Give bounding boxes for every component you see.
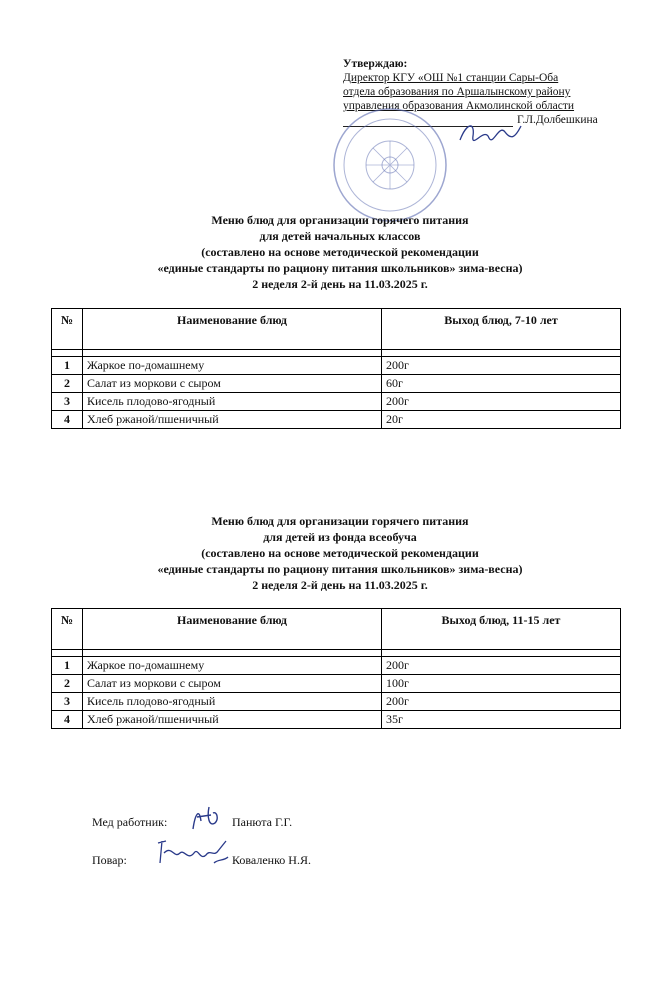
table-row: [52, 693, 621, 711]
menu2-table: [51, 608, 621, 729]
row-out: 35г: [382, 711, 621, 729]
table-row: [52, 675, 621, 693]
approval-title: Утверждаю:: [343, 58, 408, 70]
row-out: 200г: [382, 393, 621, 411]
menu1-heading-line-5: 2 неделя 2-й день на 11.03.2025 г.: [252, 277, 428, 291]
medic-signature-icon: [187, 803, 223, 835]
row-name: Кисель плодово-ягодный: [83, 693, 382, 711]
row-name: Салат из моркови с сыром: [83, 375, 382, 393]
row-name: Жаркое по-домашнему: [83, 657, 382, 675]
row-no: 2: [52, 375, 83, 393]
table-spacer-row: [52, 650, 621, 657]
row-name: Жаркое по-домашнему: [83, 357, 382, 375]
menu2-heading-line-3: (составлено на основе методической рекомендации: [201, 546, 479, 560]
menu2-heading-line-1: Меню блюд для организации горячего питания: [211, 514, 469, 528]
approval-line-1: Директор КГУ «ОШ №1 станции Сары-Оба: [343, 72, 559, 84]
col-no-header: №: [52, 309, 83, 350]
row-out: 200г: [382, 357, 621, 375]
approval-line-3: управления образования Акмолинской области: [343, 100, 575, 112]
table-header-row: [52, 309, 621, 350]
table-row: [52, 393, 621, 411]
row-out: 20г: [382, 411, 621, 429]
row-no: 3: [52, 393, 83, 411]
menu1-heading-line-4: «единые стандарты по рациону питания школьников» зима-весна): [157, 261, 523, 275]
table-row: [52, 411, 621, 429]
table-header-row: [52, 609, 621, 650]
menu1-table: [51, 308, 621, 429]
menu1-heading-line-3: (составлено на основе методической рекомендации: [201, 245, 479, 259]
menu2-heading-line-5: 2 неделя 2-й день на 11.03.2025 г.: [252, 578, 428, 592]
official-seal-icon: [330, 105, 450, 225]
table-row: [52, 375, 621, 393]
row-out: 100г: [382, 675, 621, 693]
cook-signature-row: [92, 853, 311, 868]
menu1-heading-line-2: для детей начальных классов: [259, 229, 421, 243]
row-no: 1: [52, 357, 83, 375]
col-name-header: Наименование блюд: [83, 609, 382, 650]
medic-signature-row: [92, 815, 293, 830]
row-out: 200г: [382, 657, 621, 675]
row-name: Хлеб ржаной/пшеничный: [83, 411, 382, 429]
director-signature-icon: [455, 118, 525, 148]
row-no: 2: [52, 675, 83, 693]
menu2-heading: [60, 513, 620, 593]
table-row: [52, 657, 621, 675]
row-no: 3: [52, 693, 83, 711]
cook-signature-icon: [154, 835, 232, 871]
table-row: [52, 357, 621, 375]
medic-role: Мед работник:: [92, 815, 168, 829]
menu2-heading-line-2: для детей из фонда всеобуча: [263, 530, 417, 544]
row-no: 4: [52, 711, 83, 729]
cook-role: Повар:: [92, 853, 127, 867]
menu1-heading-line-1: Меню блюд для организации горячего питания: [211, 213, 469, 227]
row-no: 4: [52, 411, 83, 429]
row-name: Кисель плодово-ягодный: [83, 393, 382, 411]
col-out-header: Выход блюд, 11-15 лет: [382, 609, 621, 650]
row-name: Салат из моркови с сыром: [83, 675, 382, 693]
cook-name: Коваленко Н.Я.: [232, 853, 311, 867]
col-out-header: Выход блюд, 7-10 лет: [382, 309, 621, 350]
row-no: 1: [52, 657, 83, 675]
menu1-heading: [60, 212, 620, 292]
row-name: Хлеб ржаной/пшеничный: [83, 711, 382, 729]
medic-name: Панюта Г.Г.: [232, 815, 293, 829]
table-row: [52, 711, 621, 729]
col-no-header: №: [52, 609, 83, 650]
approval-line-2: отдела образования по Аршалынскому району: [343, 86, 571, 98]
menu2-heading-line-4: «единые стандарты по рациону питания школьников» зима-весна): [157, 562, 523, 576]
col-name-header: Наименование блюд: [83, 309, 382, 350]
row-out: 200г: [382, 693, 621, 711]
row-out: 60г: [382, 375, 621, 393]
table-spacer-row: [52, 350, 621, 357]
approval-signatory: Г.Л.Долбешкина: [517, 114, 598, 126]
